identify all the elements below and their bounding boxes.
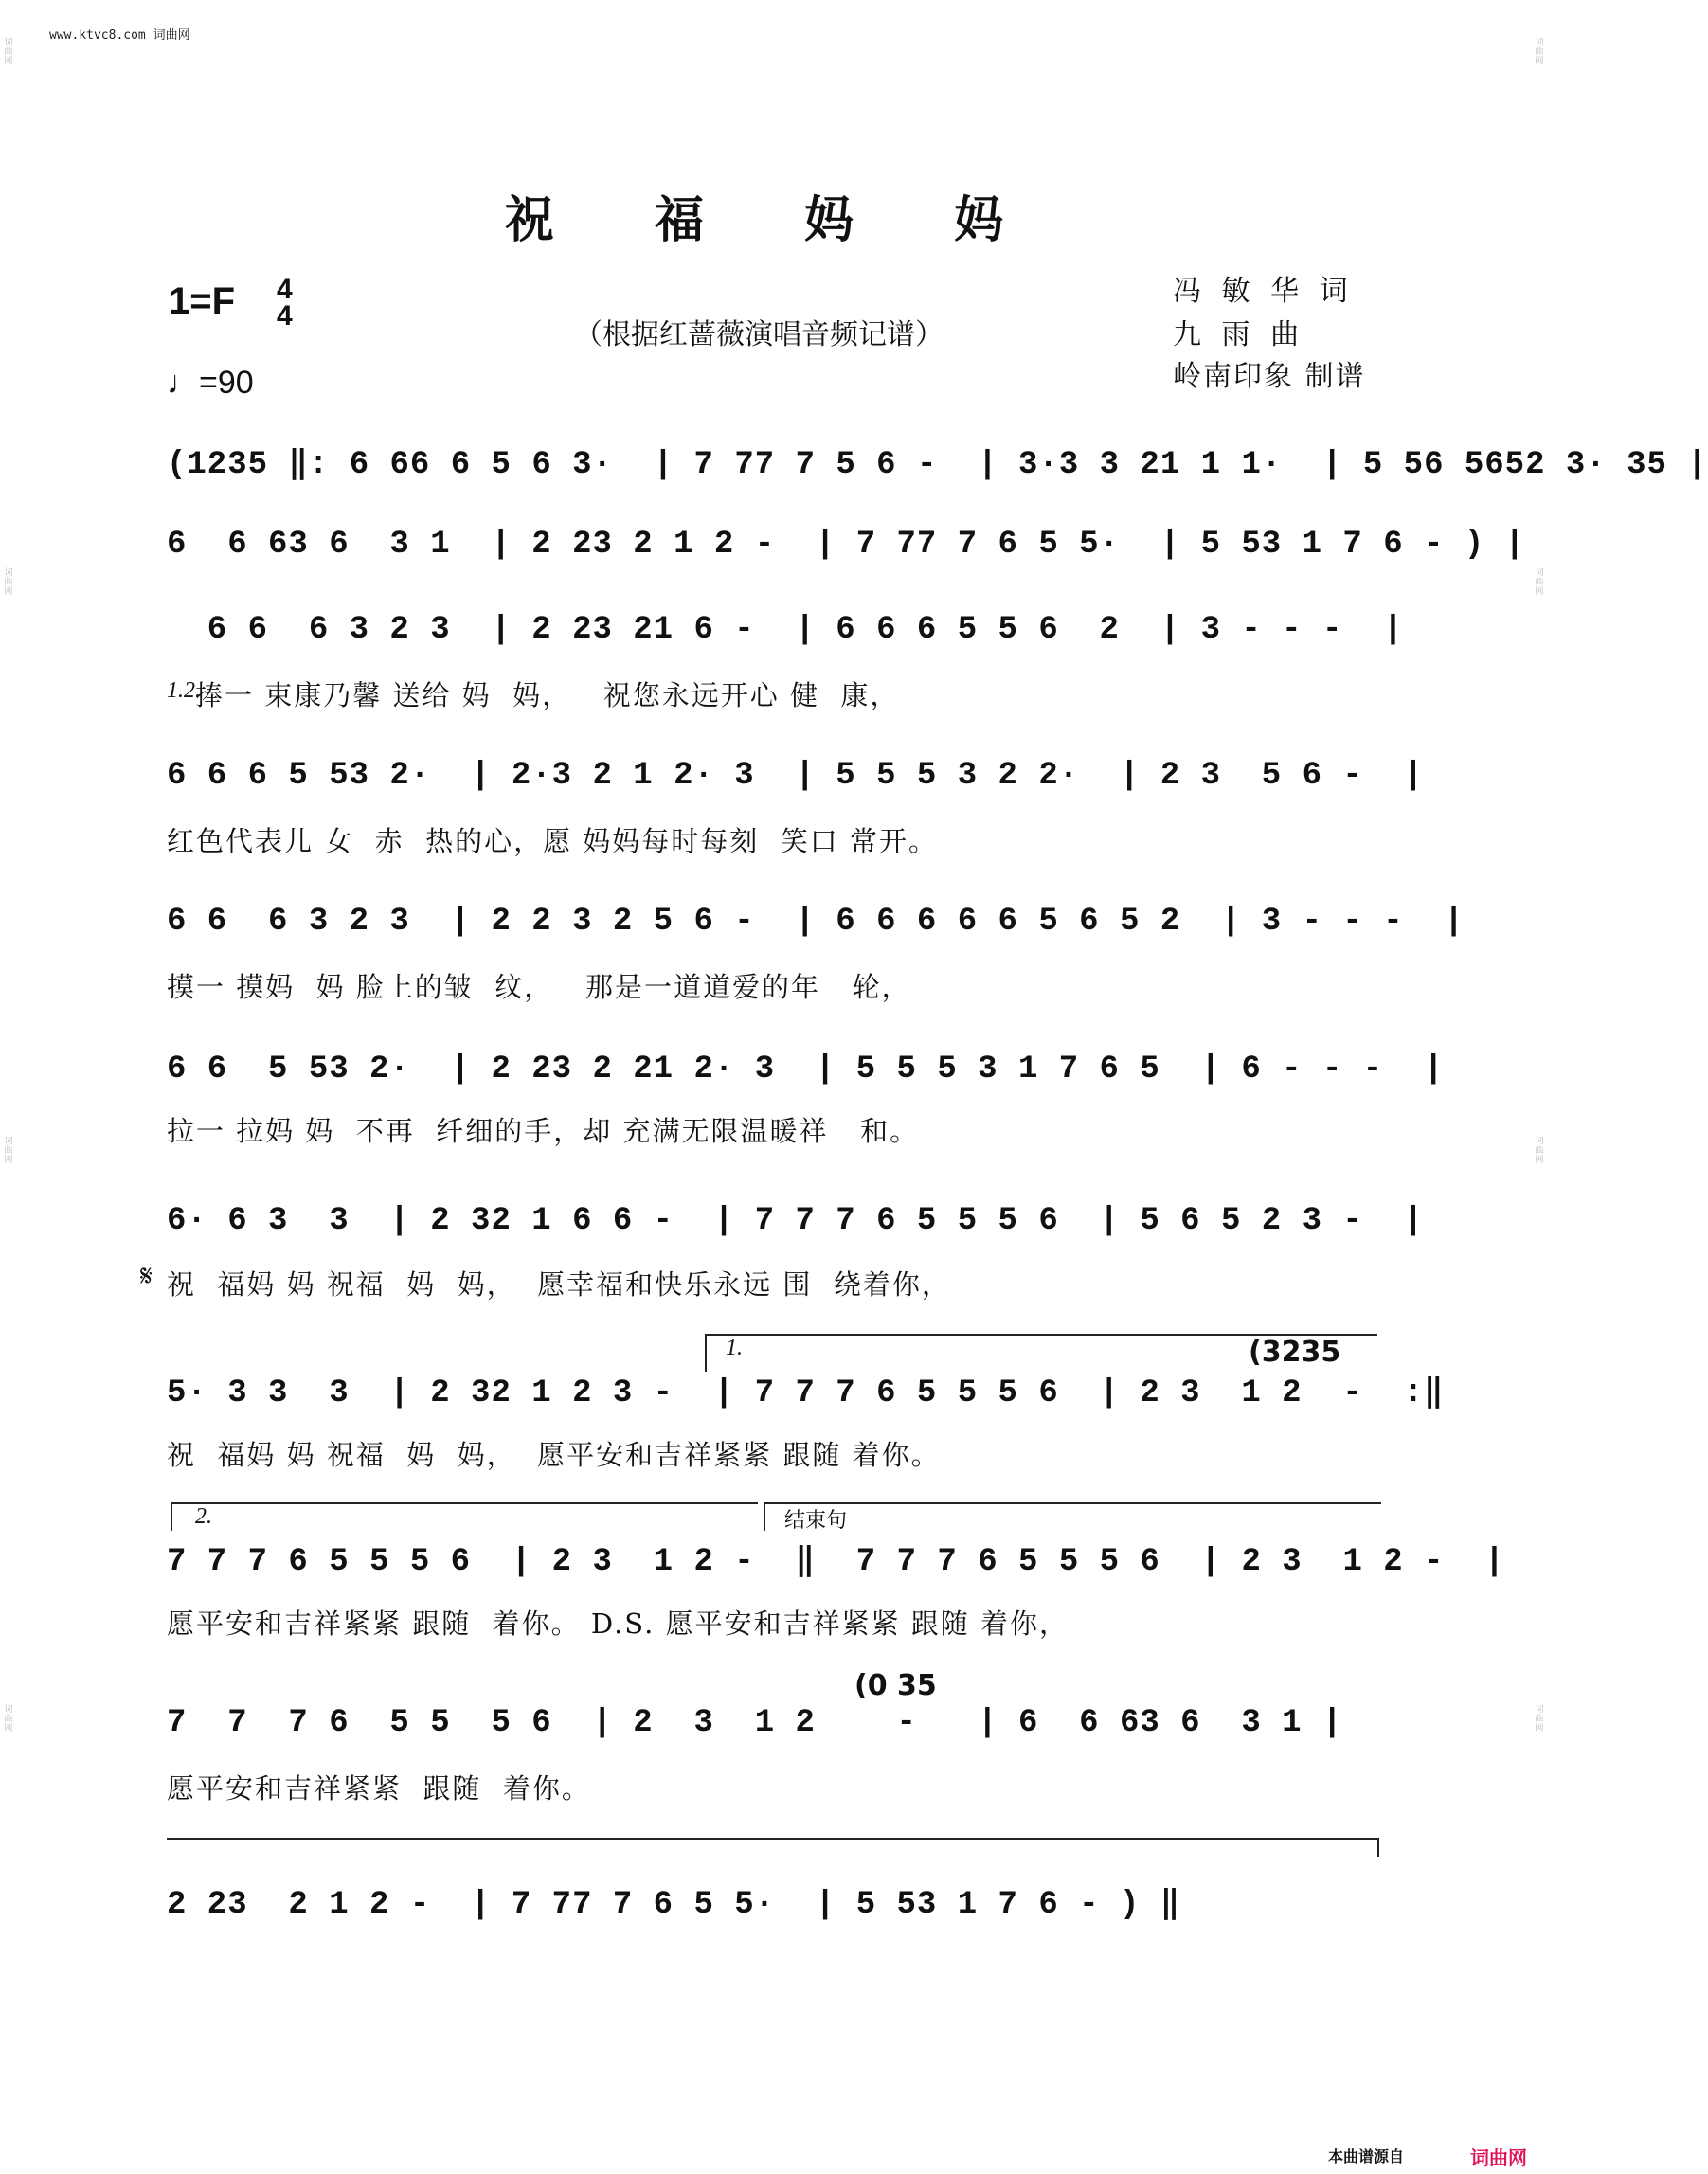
- score-line-7: 6· 6 3 3 | 2 32 1 6 6 - | 7 7 7 6 5 5 5 6 | 5 6 5 2 3 - |: [167, 1203, 1425, 1239]
- lyric-line-4: 红色代表儿 女 赤 热的心，愿 妈妈每时每刻 笑口 常开。: [167, 825, 938, 857]
- score-line-5: 6 6 6 3 2 3 | 2 2 3 2 5 6 - | 6 6 6 6 6 5 6 5 2 | 3 - - - |: [167, 904, 1465, 940]
- final-system-rule: [167, 1838, 1379, 1840]
- time-signature-top: 4: [277, 274, 293, 305]
- watermark-right: 词曲网: [1535, 1137, 1544, 1165]
- second-ending-bracket-left: [171, 1502, 172, 1531]
- footer-brand-link[interactable]: 词曲网: [1470, 2147, 1527, 2169]
- score-line-9: 7 7 7 6 5 5 5 6 | 2 3 1 2 - ‖ 7 7 7 6 5 5 5 6 | 2 3 1 2 - |: [167, 1544, 1505, 1580]
- transcription-note: （根据红蔷薇演唱音频记谱）: [574, 318, 944, 351]
- source-url: www.ktvc8.com 词曲网: [49, 28, 190, 43]
- score-line-11: 2 23 2 1 2 - | 7 77 7 6 5 5· | 5 53 1 7 6 - ) ‖: [167, 1887, 1181, 1923]
- score-line-2: 6 6 63 6 3 1 | 2 23 2 1 2 - | 7 77 7 6 5 5· | 5 53 1 7 6 - ) |: [167, 527, 1526, 563]
- time-signature-bottom: 4: [277, 300, 293, 332]
- coda-label: 结束句: [784, 1508, 848, 1532]
- watermark-left: 词曲网: [4, 1137, 13, 1165]
- key-signature: 1=F: [169, 280, 236, 322]
- score-line-8: 5· 3 3 3 | 2 32 1 2 3 - | 7 7 7 6 5 5 5 6 | 2 3 1 2 - :‖: [167, 1375, 1445, 1411]
- second-ending-label: 2.: [195, 1504, 212, 1529]
- first-ending-label: 1.: [726, 1336, 743, 1360]
- lyric-line-10: 愿平安和吉祥紧紧 跟随 着你。: [167, 1772, 591, 1805]
- lyric-line-7: 祝 福妈 妈 祝福 妈 妈， 愿幸福和快乐永远 围 绕着你，: [167, 1268, 951, 1301]
- lyric-line-5: 摸一 摸妈 妈 脸上的皱 纹， 那是一道道爱的年 轮，: [167, 971, 911, 1003]
- tempo-marking: ♩=90: [167, 365, 254, 401]
- page-title: 祝 福 妈 妈: [504, 191, 1046, 249]
- final-pickup: (0 35: [854, 1669, 937, 1702]
- time-signature: [277, 274, 293, 332]
- watermark-right: 词曲网: [1535, 1705, 1544, 1734]
- lyric-line-9: 愿平安和吉祥紧紧 跟随 着你。 D.S. 愿平安和吉祥紧紧 跟随 着你，: [167, 1608, 1070, 1640]
- coda-bracket-left: [764, 1502, 765, 1531]
- lyric-line-8: 祝 福妈 妈 祝福 妈 妈， 愿平安和吉祥紧紧 跟随 着你。: [167, 1439, 941, 1471]
- score-line-3: 6 6 6 3 2 3 | 2 23 21 6 - | 6 6 6 5 5 6 2 | 3 - - - |: [167, 612, 1404, 648]
- score-line-1: (1235 ‖: 6 66 6 5 6 3· | 7 77 7 5 6 - | 3·3 3 21 1 1· | 5 56 5652 3· 35 |: [167, 447, 1708, 483]
- score-line-10: 7 7 7 6 5 5 5 6 | 2 3 1 2 - | 6 6 63 6 3 1 |: [167, 1705, 1343, 1741]
- lyricist-credit: 冯 敏 华 词: [1173, 275, 1354, 308]
- watermark-right: 词曲网: [1535, 568, 1544, 597]
- score-line-4: 6 6 6 5 53 2· | 2·3 2 1 2· 3 | 5 5 5 3 2 2· | 2 3 5 6 - |: [167, 758, 1425, 794]
- arranger-credit: 岭南印象 制谱: [1173, 360, 1366, 393]
- first-ending-bracket-left: [705, 1334, 707, 1372]
- watermark-left: 词曲网: [4, 38, 13, 66]
- score-line-6: 6 6 5 53 2· | 2 23 2 21 2· 3 | 5 5 5 3 1 7 6 5 | 6 - - - |: [167, 1051, 1445, 1087]
- second-ending-bracket: [171, 1502, 758, 1533]
- composer-credit: 九 雨 曲: [1173, 318, 1305, 351]
- verse-marker: 1.2.: [167, 678, 201, 703]
- coda-bracket: [764, 1502, 1381, 1504]
- final-system-rule-end: [1377, 1838, 1379, 1857]
- watermark-right: 词曲网: [1535, 38, 1544, 66]
- footer-source-label: 本曲谱源自: [1328, 2147, 1405, 2165]
- first-ending-pickup: (3235: [1249, 1336, 1341, 1369]
- watermark-left: 词曲网: [4, 568, 13, 597]
- lyric-line-3: 捧一 束康乃馨 送给 妈 妈， 祝您永远开心 健 康，: [195, 679, 900, 711]
- watermark-left: 词曲网: [4, 1705, 13, 1734]
- segno-sign: 𝄋: [140, 1260, 153, 1293]
- lyric-line-6: 拉一 拉妈 妈 不再 纤细的手，却 充满无限温暖祥 和。: [167, 1115, 920, 1147]
